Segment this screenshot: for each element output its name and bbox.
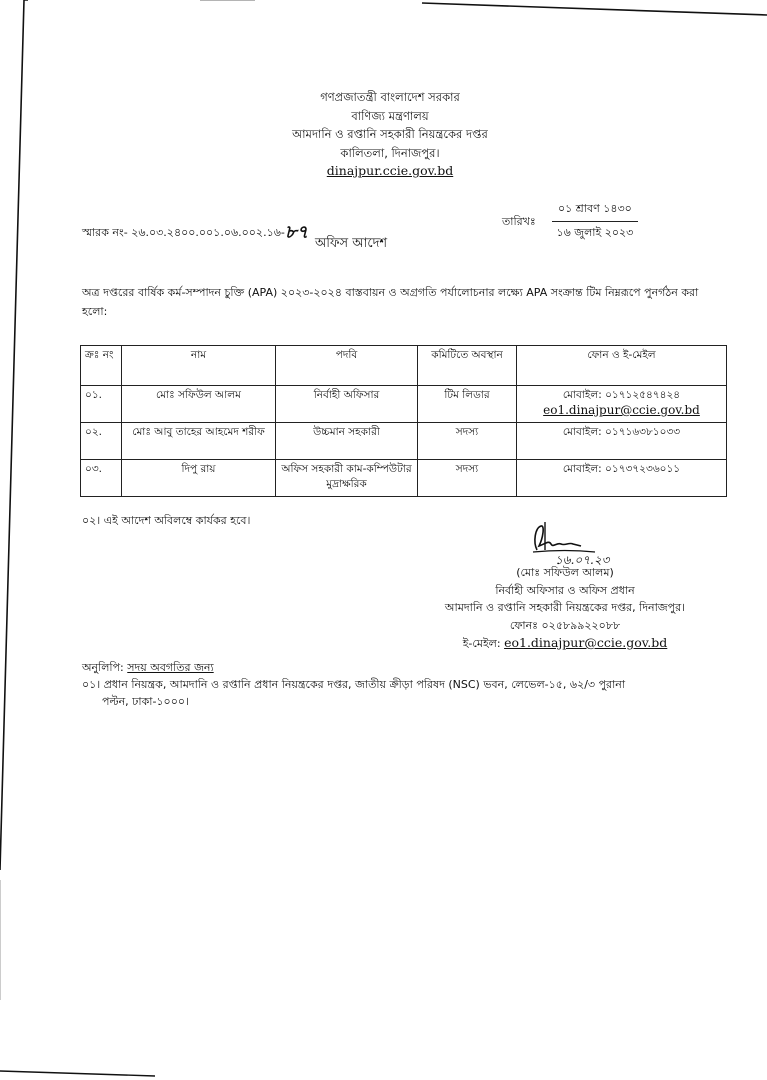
table-row <box>81 460 727 497</box>
copy-subtitle: সদয় অবগতির জন্য <box>127 661 214 674</box>
header-committee-position: কমিটিতে অবস্থান <box>418 346 517 386</box>
header-serial: ক্রঃ নং <box>81 346 122 386</box>
cell-designation: অফিস সহকারী কাম-কম্পিউটার মুদ্রাক্ষরিক <box>276 460 418 497</box>
cell-designation: নির্বাহী অফিসার <box>276 386 418 423</box>
signatory-phone: ফোনঃ ০২৫৮৯৯২২০৮৮ <box>509 618 621 632</box>
office-name: আমদানি ও রপ্তানি সহকারী নিয়ন্ত্রকের দপ্তর <box>292 127 488 141</box>
header-designation: পদবি <box>276 346 418 386</box>
signatory-office: আমদানি ও রপ্তানি সহকারী নিয়ন্ত্রকের দপ্তর, দিনাজপুর। <box>444 601 686 614</box>
top-page-edge <box>422 3 767 15</box>
apa-team-table <box>80 345 727 497</box>
table-row <box>81 386 727 423</box>
cell-phone: মোবাইল: ০১৭১২৫৪৭৪২৪ <box>562 389 681 401</box>
signatory-email-label: ই-মেইল: <box>462 637 501 650</box>
office-address: কালিতলা, দিনাজপুর। <box>340 145 440 160</box>
cell-email-link[interactable]: eo1.dinajpur@ccie.gov.bd <box>543 403 700 417</box>
order-title: অফিস আদেশ <box>315 236 388 251</box>
memo-number <box>82 218 308 249</box>
ministry-name: বাণিজ্য মন্ত্রণালয় <box>351 108 429 123</box>
cell-contact <box>517 386 727 423</box>
effective-clause: ০২। এই আদেশ অবিলম্বে কার্যকর হবে। <box>82 514 251 527</box>
cell-position: সদস্য <box>418 423 517 460</box>
cell-contact <box>517 423 727 460</box>
cell-name: মোঃ আবু তাহের আহমেদ শরীফ <box>122 423 276 460</box>
date-label: তারিখঃ <box>502 215 536 228</box>
website-link[interactable]: dinajpur.ccie.gov.bd <box>326 163 454 178</box>
copy-recipient <box>82 676 625 710</box>
copy-heading <box>82 659 625 676</box>
header-name: নাম <box>122 346 276 386</box>
body-paragraph: অত্র দপ্তরের বার্ষিক কর্ম-সম্পাদন চুক্তি (APA) ২০২৩-২০২৪ বাস্তবায়ন ও অগ্রগতি পর্যালোচনার লক্ষ্যে APA সংক্রান্ত টিম নিম্নরূপে পুনর্গঠন করা হলো: <box>82 286 699 318</box>
handwritten-signature <box>420 520 710 564</box>
cell-position: সদস্য <box>418 460 517 497</box>
signature-block <box>420 520 710 653</box>
cell-position: টিম লিডার <box>418 386 517 423</box>
memo-number-value: ২৬.০৩.২৪০০.০০১.০৬.০০২.১৬- <box>131 226 285 239</box>
copy-recipient-line2: পল্টন, ঢাকা-১০০০। <box>102 695 189 708</box>
cell-name: মোঃ সফিউল আলম <box>122 386 276 423</box>
header-phone-email: ফোন ও ই-মেইল <box>517 346 727 386</box>
memo-label: স্মারক নং- <box>82 226 128 239</box>
cell-name: দিপু রায় <box>122 460 276 497</box>
table-header-row <box>81 346 727 386</box>
left-page-edge <box>0 0 28 870</box>
letterhead <box>220 88 560 181</box>
copy-section <box>82 659 625 710</box>
signatory-email-link[interactable]: eo1.dinajpur@ccie.gov.bd <box>504 635 668 650</box>
signatory-email-line <box>420 634 710 653</box>
bottom-page-edge <box>0 1071 155 1076</box>
cell-serial: ০১. <box>81 386 122 423</box>
cell-serial: ০৩. <box>81 460 122 497</box>
cell-designation: উচ্চমান সহকারী <box>276 423 418 460</box>
cell-phone: মোবাইল: ০১৭১৬৩৮১০৩৩ <box>562 426 681 438</box>
cell-phone: মোবাইল: ০১৭৩৭২৩৬০১১ <box>562 463 681 475</box>
signatory-name: (মোঃ সফিউল আলম) <box>516 566 614 579</box>
cell-serial: ০২. <box>81 423 122 460</box>
signatory-designation: নির্বাহী অফিসার ও অফিস প্রধান <box>495 583 635 597</box>
date-bangla: ০১ শ্রাবণ ১৪৩০ <box>552 200 638 222</box>
date-block <box>502 200 638 243</box>
cell-contact <box>517 460 727 497</box>
memo-handwritten-suffix: ৮৭ <box>284 222 309 243</box>
copy-label: অনুলিপি: <box>82 661 124 674</box>
copy-recipient-line1: ০১। প্রধান নিয়ন্ত্রক, আমদানি ও রপ্তানি প্রধান নিয়ন্ত্রকের দপ্তর, জাতীয় ক্রীড়া পরিষদ (NSC) ভবন, লেভেল-১৫, ৬২/৩ পুরানা <box>82 678 626 691</box>
govt-name: গণপ্রজাতন্ত্রী বাংলাদেশ সরকার <box>320 90 460 104</box>
signature-date: ১৬.০৭.২৩ <box>555 553 610 566</box>
signature-scribble-icon <box>515 520 625 566</box>
table-row <box>81 423 727 460</box>
date-gregorian: ১৬ জুলাই ২০২৩ <box>556 226 634 239</box>
